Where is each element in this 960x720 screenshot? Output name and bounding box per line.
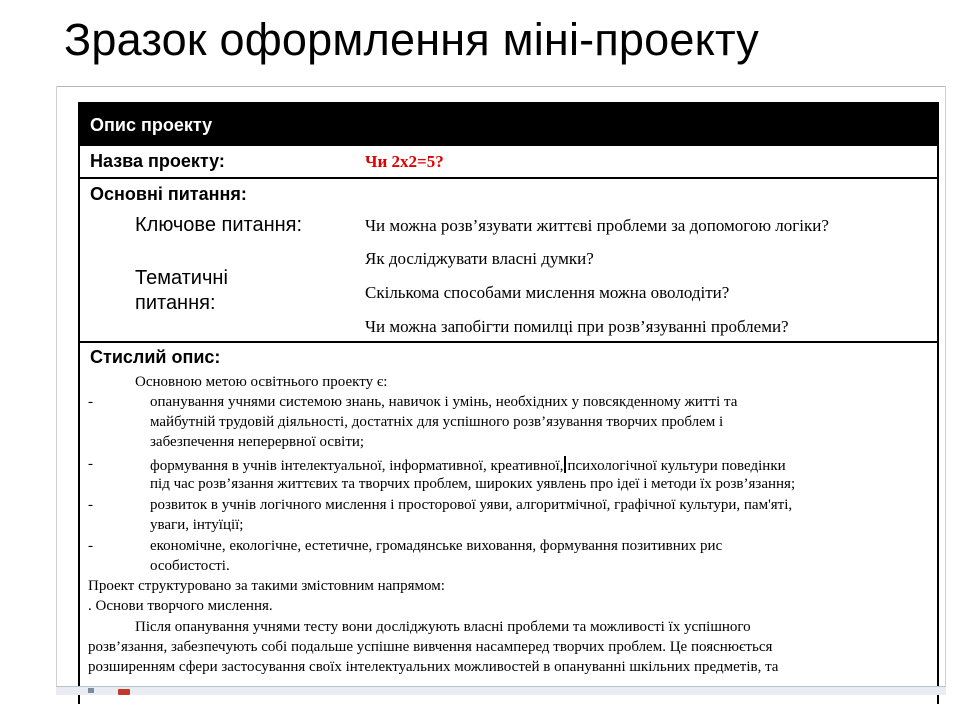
key-question-label: Ключове питання:: [135, 214, 303, 236]
document-left-border: [56, 86, 57, 692]
summary-paragraph-line: Після опанування учнями тесту вони досліджують власні проблеми та можливості їх успішного: [135, 619, 751, 635]
thematic-question: Чи можна запобігти помилці при розв’язуванні проблеми?: [365, 317, 789, 336]
summary-bullet-line: особистості.: [150, 558, 230, 574]
bullet-dash: -: [88, 538, 93, 554]
row-divider: [80, 177, 937, 179]
summary-bullet-line: економічне, екологічне, естетичне, громадянське виховання, формування позитивних рис: [150, 538, 723, 554]
viewer-mark-icon: [88, 688, 94, 693]
slide-title: Зразок оформлення міні-проекту: [64, 14, 759, 65]
main-questions-label: Основні питання:: [90, 184, 247, 204]
thematic-question: Як досліджувати власні думки?: [365, 249, 594, 268]
viewer-document-icon[interactable]: [118, 689, 130, 695]
summary-bullet-line: під час розв’язання життєвих та творчих проблем, широких уявлень про ідеї і методи їх розв’язання;: [150, 476, 796, 492]
bullet-dash: -: [88, 394, 93, 410]
key-question: Чи можна розв’язувати життєві проблеми за допомогою логіки?: [365, 216, 829, 235]
table-header-label: Опис проекту: [90, 115, 213, 135]
summary-bullet-line: опанування учнями системою знань, навичок і умінь, необхідних у повсякденному житті та: [150, 394, 738, 410]
summary-bullet-line: майбутній трудовій діяльності, достатніх для успішного розв’язування творчих проблем і: [150, 414, 724, 430]
row-divider: [80, 341, 937, 343]
summary-intro: Основною метою освітнього проекту є:: [135, 374, 388, 390]
bullet-dash: -: [88, 456, 93, 472]
document-top-border: [56, 86, 946, 87]
thematic-questions-label-2: питання:: [135, 292, 216, 314]
summary-paragraph-line: розв’язання, забезпечують собі подальше успішне вивчення насамперед творчих проблем. Це пояснюється: [88, 639, 773, 655]
thematic-questions-label: Тематичні: [135, 267, 228, 289]
thematic-question: Скількома способами мислення можна оволодіти?: [365, 283, 730, 302]
summary-label: Стислий опис:: [90, 347, 221, 367]
summary-direction: . Основи творчого мислення.: [88, 598, 273, 614]
table-header: [80, 104, 937, 146]
summary-bullet-line: розвиток в учнів логічного мислення і просторової уяви, алгоритмічної, графічної культури, пам'яті,: [150, 497, 793, 513]
viewer-bottom-bar: [56, 686, 946, 695]
project-description-table: [78, 102, 939, 704]
summary-bullet-text: психологічної культури поведінки: [567, 458, 786, 474]
project-name-value: Чи 2х2=5?: [365, 152, 444, 171]
summary-bullet-text: формування в учнів інтелектуальної, інформативної, креативної,: [150, 458, 564, 474]
project-name-label: Назва проекту:: [90, 151, 225, 171]
document-right-border: [945, 86, 946, 692]
summary-structure: Проект структуровано за такими змістовним напрямом:: [88, 578, 445, 594]
bullet-dash: -: [88, 497, 93, 513]
summary-bullet-line: [150, 456, 786, 475]
summary-paragraph-line: розширенням сфери застосування своїх інтелектуальних можливостей в опануванні шкільних предметів, та: [88, 659, 779, 675]
summary-bullet-line: уваги, інтуїції;: [150, 517, 244, 533]
summary-bullet-line: забезпечення неперервної освіти;: [150, 434, 365, 450]
